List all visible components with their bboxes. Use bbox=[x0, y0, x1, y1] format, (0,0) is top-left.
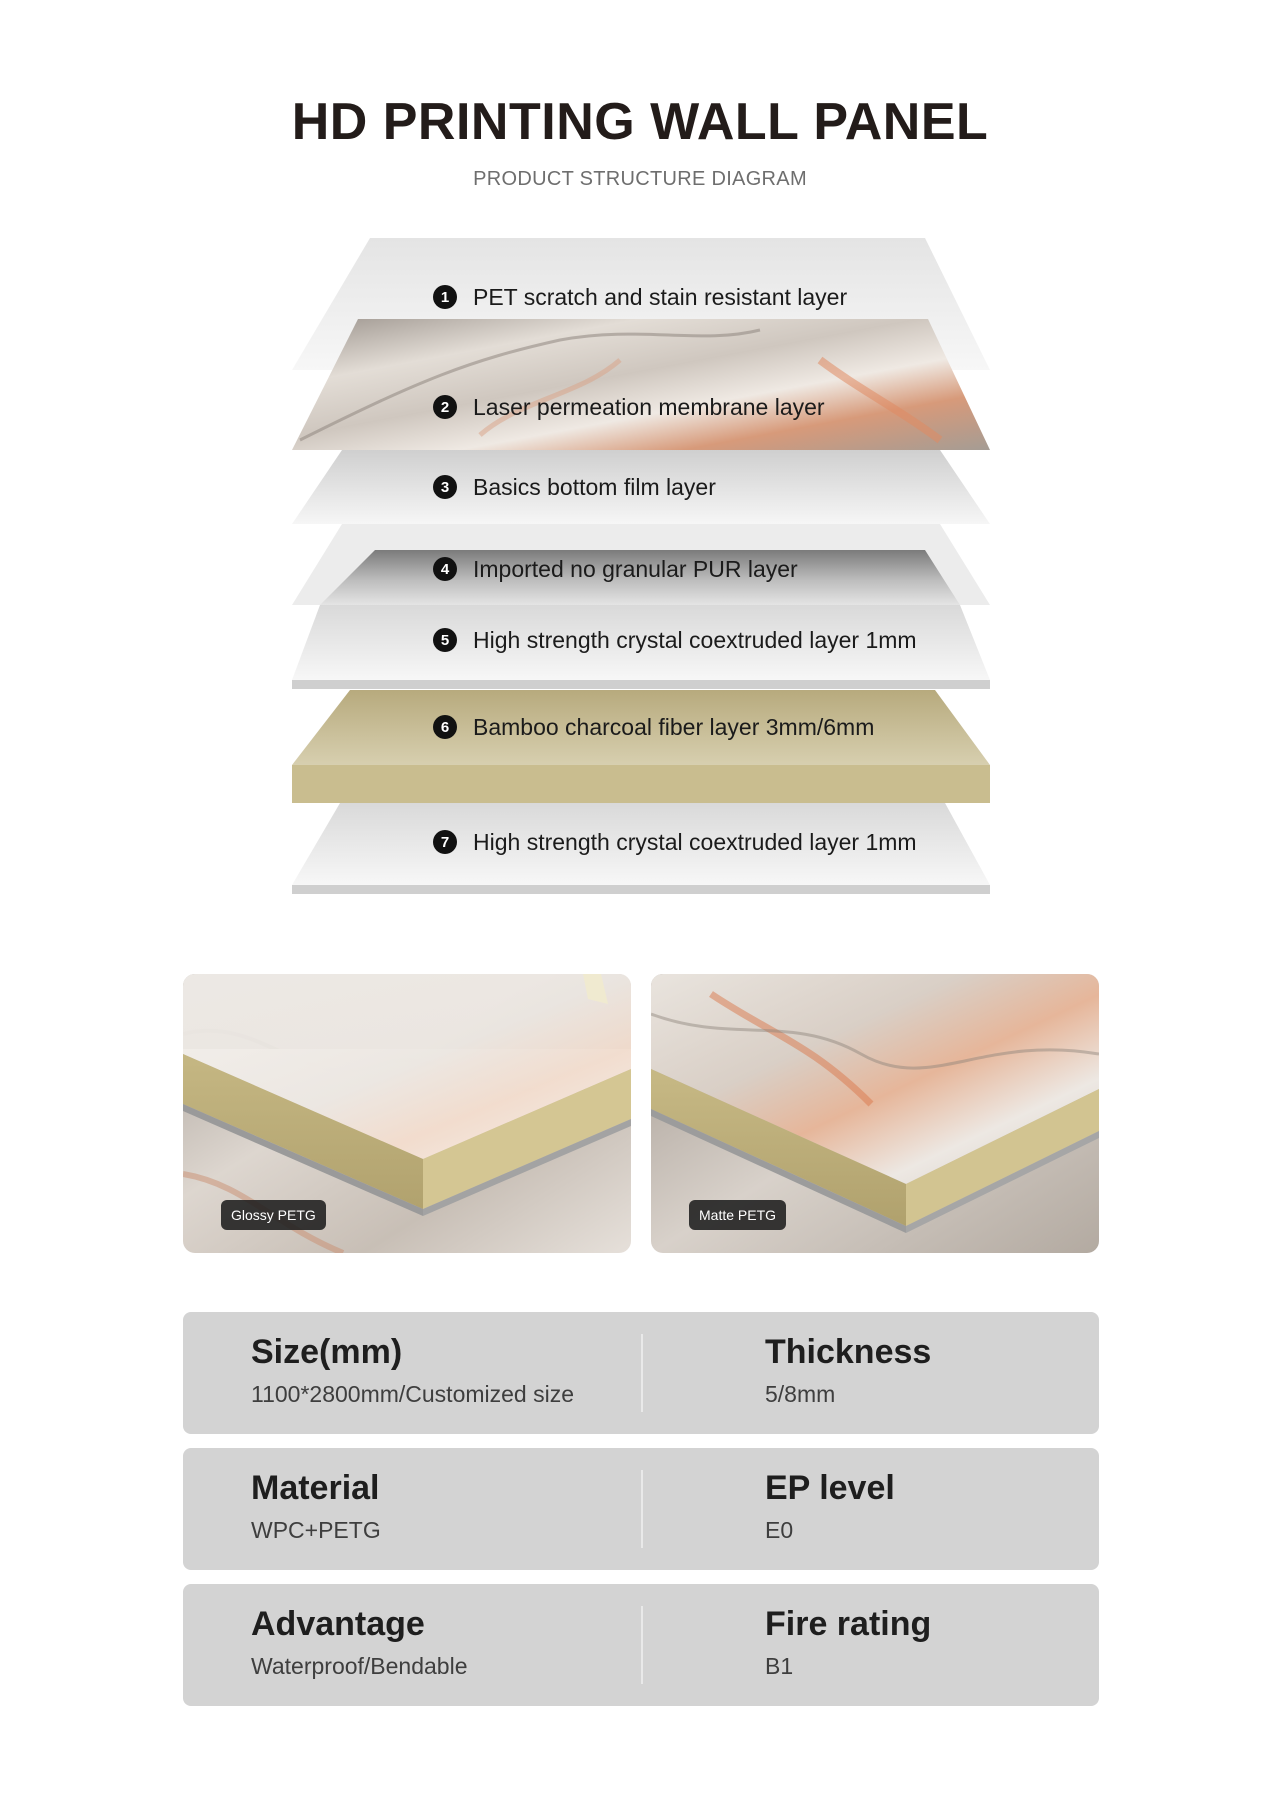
matte-petg-sample bbox=[651, 974, 1099, 1253]
page-subtitle: PRODUCT STRUCTURE DIAGRAM bbox=[473, 168, 807, 190]
layer-6-edge bbox=[292, 765, 990, 803]
matte-petg-label: Matte PETG bbox=[689, 1200, 786, 1230]
layer-5-edge bbox=[292, 680, 990, 689]
spec-advantage-title: Advantage bbox=[251, 1605, 425, 1643]
spec-advantage-value: Waterproof/Bendable bbox=[251, 1653, 468, 1679]
layer-4-label: Imported no granular PUR layer bbox=[473, 556, 798, 582]
layer-6-callout bbox=[433, 714, 874, 740]
spec-size-value: 1100*2800mm/Customized size bbox=[251, 1381, 575, 1407]
layer-6-number: 6 bbox=[440, 719, 450, 736]
spec-fire-rating bbox=[765, 1604, 931, 1680]
spec-advantage bbox=[251, 1604, 468, 1680]
layer-3-callout bbox=[433, 474, 716, 500]
layer-6-label: Bamboo charcoal fiber layer 3mm/6mm bbox=[473, 714, 875, 740]
spec-row-size-thickness bbox=[183, 1312, 1099, 1434]
spec-size bbox=[251, 1332, 574, 1408]
layer-4-number: 4 bbox=[440, 561, 450, 578]
layer-1-number: 1 bbox=[440, 289, 450, 306]
layer-1-label: PET scratch and stain resistant layer bbox=[473, 284, 848, 310]
spec-size-title: Size(mm) bbox=[251, 1333, 403, 1371]
layer-7-edge bbox=[292, 885, 990, 894]
layer-3-number: 3 bbox=[440, 479, 450, 496]
layer-5-callout bbox=[433, 627, 917, 653]
layer-1-callout bbox=[433, 284, 847, 310]
glossy-petg-label: Glossy PETG bbox=[221, 1200, 326, 1230]
page-title: HD PRINTING WALL PANEL bbox=[291, 93, 989, 151]
spec-divider bbox=[641, 1470, 643, 1548]
spec-thickness-value: 5/8mm bbox=[765, 1381, 836, 1407]
layer-7-label: High strength crystal coextruded layer 1mm bbox=[473, 829, 917, 855]
layer-3-label: Basics bottom film layer bbox=[473, 474, 716, 500]
layer-2-sheet bbox=[292, 319, 990, 450]
spec-ep-level-title: EP level bbox=[765, 1469, 895, 1507]
layer-4-callout bbox=[433, 556, 798, 582]
spec-ep-level-value: E0 bbox=[765, 1517, 794, 1543]
spec-material-title: Material bbox=[251, 1469, 380, 1507]
glossy-petg-sample bbox=[183, 974, 631, 1253]
layer-7-callout bbox=[433, 829, 917, 855]
spec-thickness-title: Thickness bbox=[765, 1333, 932, 1371]
layer-7-number: 7 bbox=[440, 834, 450, 851]
layer-5-label: High strength crystal coextruded layer 1mm bbox=[473, 627, 917, 653]
layer-5-number: 5 bbox=[440, 632, 450, 649]
spec-material bbox=[251, 1468, 381, 1544]
spec-row-material-ep bbox=[183, 1448, 1099, 1570]
spec-fire-rating-value: B1 bbox=[765, 1653, 794, 1679]
spec-divider bbox=[641, 1334, 643, 1412]
spec-row-advantage-fire bbox=[183, 1584, 1099, 1706]
layer-2-label: Laser permeation membrane layer bbox=[473, 394, 825, 420]
spec-divider bbox=[641, 1606, 643, 1684]
spec-ep-level bbox=[765, 1468, 895, 1544]
layer-2-callout bbox=[433, 394, 825, 420]
layer-2-number: 2 bbox=[440, 399, 450, 416]
spec-material-value: WPC+PETG bbox=[251, 1517, 381, 1543]
spec-thickness bbox=[765, 1332, 931, 1408]
spec-fire-rating-title: Fire rating bbox=[765, 1605, 932, 1643]
